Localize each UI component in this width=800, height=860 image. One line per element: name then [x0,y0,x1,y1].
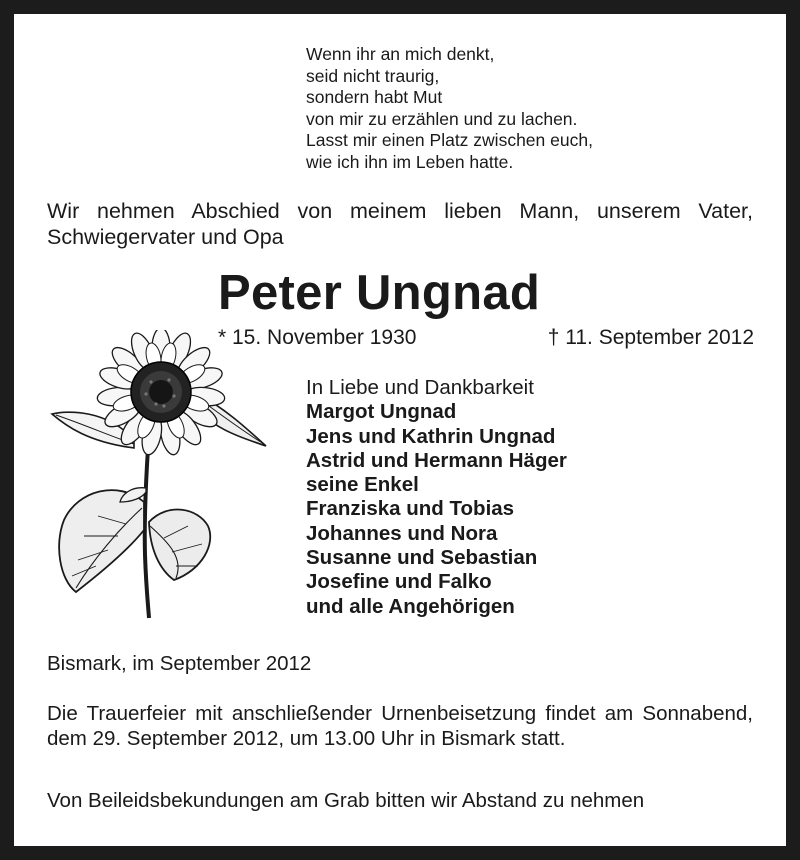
place-date: Bismark, im September 2012 [47,652,312,675]
poem-line: seid nicht traurig, [306,65,440,86]
poem-line: Lasst mir einen Platz zwischen euch, [306,130,593,150]
mourner-name: Margot Ungnad [306,400,457,424]
mourner-name: seine Enkel [306,473,419,497]
condolence-request: Von Beileidsbekundungen am Grab bitten wir Abstand zu nehmen [47,789,645,812]
mourners-lead: In Liebe und Dankbarkeit [306,376,534,399]
poem [306,44,593,173]
deceased-name: Peter Ungnad [218,266,541,320]
poem-line: sondern habt Mut [306,87,443,107]
mourner-name: Susanne und Sebastian [306,546,538,570]
poem-line: wie ich ihn im Leben hatte. [306,151,514,172]
mourner-name: Jens und Kathrin Ungnad [306,424,556,448]
mourner-name: Astrid und Hermann Häger [306,448,567,472]
mourner-name: Josefine und Falko [306,570,492,594]
poem-line: Wenn ihr an mich denkt, [306,44,495,64]
mourner-name: und alle Angehörigen [306,594,515,618]
intro-text: Wir nehmen Abschied von meinem lieben Mann, unserem Vater, Schwiegervater und Opa [47,199,753,249]
mourner-name: Franziska und Tobias [306,497,515,521]
poem-line: von mir zu erzählen und zu lachen. [306,108,578,129]
mourners-list [306,376,567,619]
mourner-name: Johannes und Nora [306,521,498,545]
death-date: † 11. September 2012 [547,326,754,349]
funeral-service-info: Die Trauerfeier mit anschließender Urnenbeisetzung findet am Sonnabend, dem 29. September 2012, um 13.00 Uhr in Bismark statt. [47,702,753,750]
birth-date: * 15. November 1930 [218,326,417,349]
sunflower-icon [48,330,270,622]
